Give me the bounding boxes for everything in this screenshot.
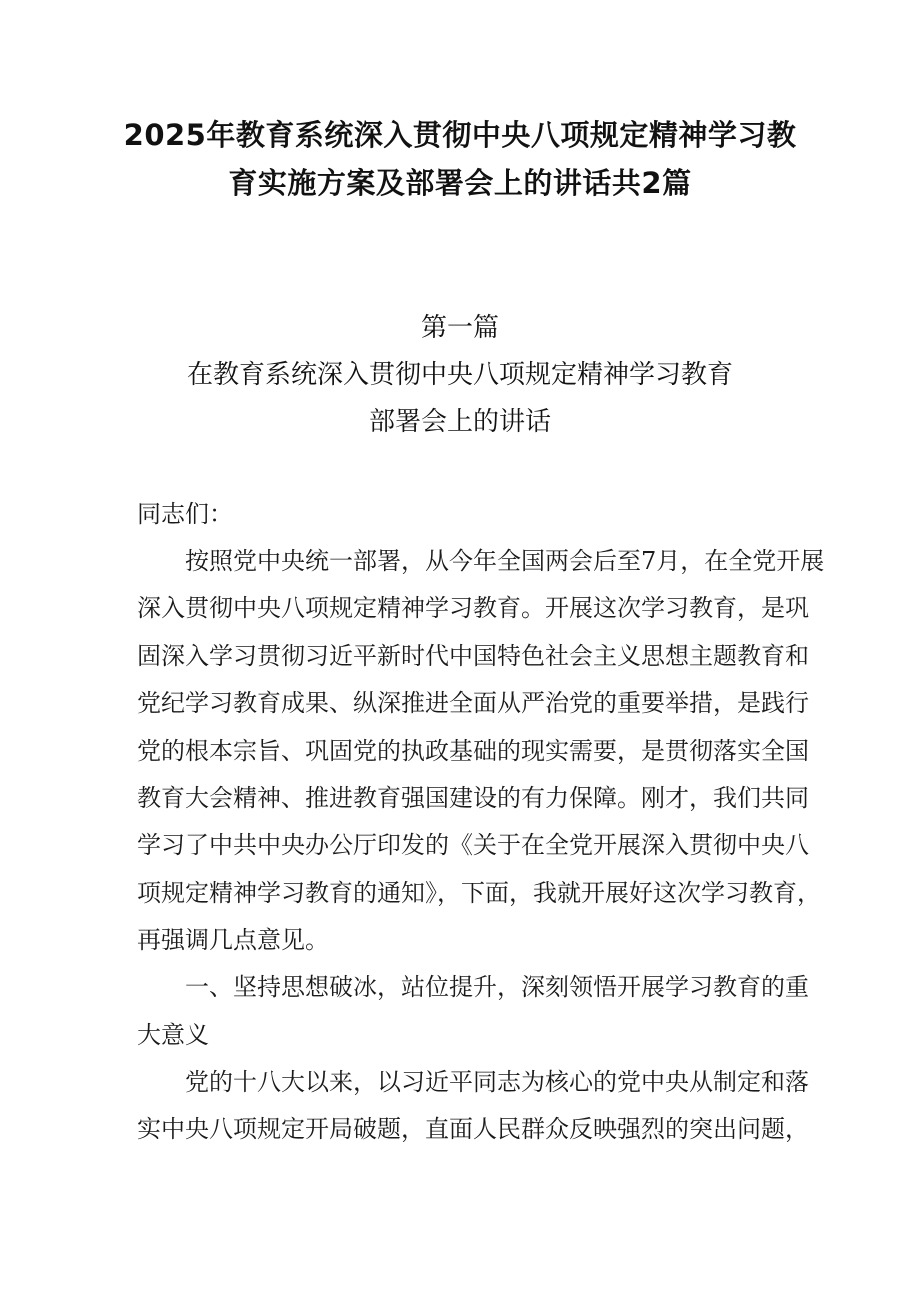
body-line: 党纪学习教育成果、纵深推进全面从严治党的重要举措，是践行 (137, 689, 809, 717)
body-line: 固深入学习贯彻习近平新时代中国特色社会主义思想主题教育和 (137, 642, 809, 670)
body-line: 教育大会精神、推进教育强国建设的有力保障。刚才，我们共同 (137, 784, 809, 812)
salutation: 同志们： (137, 500, 233, 528)
speech-title-line-1: 在教育系统深入贯彻中央八项规定精神学习教育 (186, 360, 733, 390)
body-line: 按照党中央统一部署，从今年全国两会后至7月，在全党开展 (185, 547, 825, 575)
body-line: 党的十八大以来，以习近平同志为核心的党中央从制定和落 (185, 1068, 809, 1096)
body-line: 党的根本宗旨、巩固党的执政基础的现实需要，是贯彻落实全国 (137, 737, 809, 765)
section-heading-line: 大意义 (137, 1021, 209, 1049)
document-title-line-2: 育实施方案及部署会上的讲话共2篇 (228, 166, 692, 200)
body-line: 实中央八项规定开局破题，直面人民群众反映强烈的突出问题， (137, 1115, 809, 1143)
body-line: 深入贯彻中央八项规定精神学习教育。开展这次学习教育，是巩 (137, 594, 809, 622)
body-line: 再强调几点意见。 (137, 926, 329, 954)
part-label: 第一篇 (420, 313, 499, 343)
document-title-line-1: 2025年教育系统深入贯彻中央八项规定精神学习教 (123, 118, 797, 152)
body-line: 项规定精神学习教育的通知》，下面，我就开展好这次学习教育， (137, 879, 821, 907)
speech-title-line-2: 部署会上的讲话 (368, 407, 551, 437)
section-heading-line: 一、坚持思想破冰，站位提升，深刻领悟开展学习教育的重 (185, 973, 809, 1001)
body-line: 学习了中共中央办公厅印发的《关于在全党开展深入贯彻中央八 (137, 831, 809, 859)
